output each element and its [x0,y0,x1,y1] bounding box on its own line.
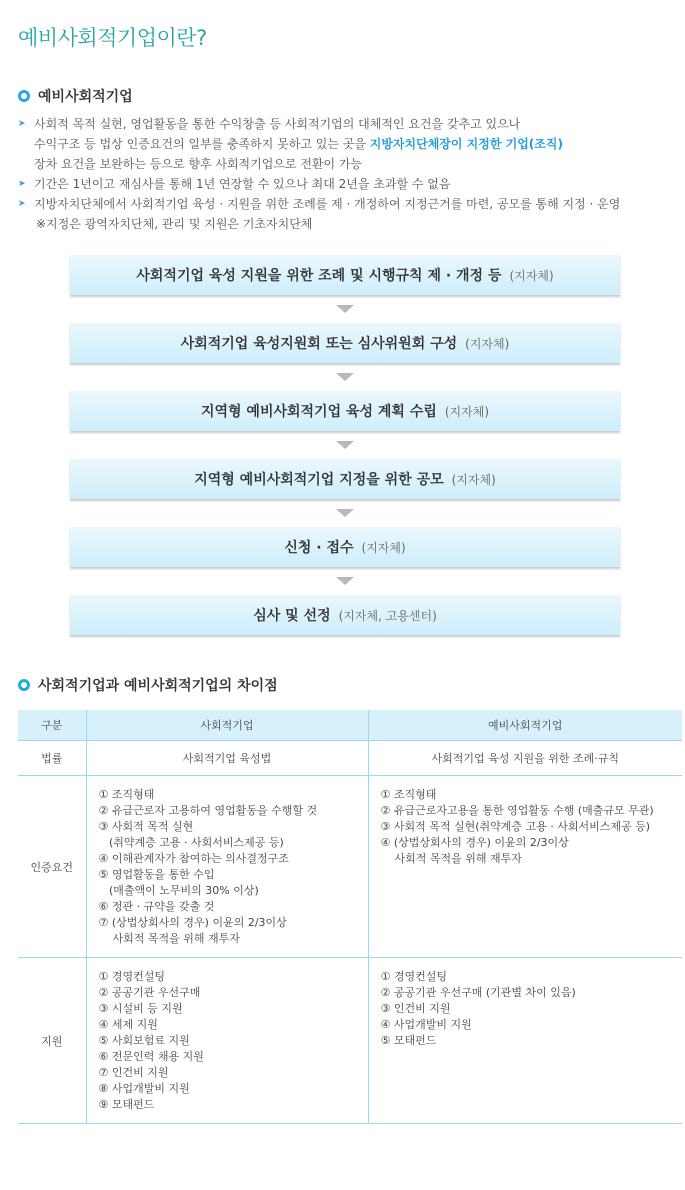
list-item: ① 경영컨설팅 [98,970,165,983]
down-triangle-icon [336,509,354,517]
step-arrow [70,295,620,323]
arrow-bullet-icon: ➤ [18,119,26,129]
list-item: ③ 사회적 목적 실현 [98,820,194,833]
column-header-category: 구분 [18,710,86,741]
list-item: ⑧ 사업개발비 지원 [98,1082,190,1095]
intro-highlight-text: 지방자치단체장이 지정한 기업(조직) [369,137,563,151]
arrow-bullet-icon: ➤ [18,179,26,189]
intro-line [18,114,678,134]
list-item: ② 유급근로자고용을 통한 영업활동 수행 (매출규모 무관) [380,804,654,817]
process-step-owner: (지자체, 고용센터) [338,608,437,623]
designation-process-flow [70,255,620,635]
list-item: ③ 시설비 등 지원 [98,1002,183,1015]
column-header-pre-social-enterprise: 예비사회적기업 [368,710,682,741]
process-step [70,459,620,499]
intro-description [18,114,678,234]
process-step-title: 심사 및 선정 [253,608,331,624]
process-step [70,595,620,635]
intro-line-text: 지방자치단체에서 사회적기업 육성 · 지원을 위한 조례를 제 · 개정하여 지정근거를 마련, 공모를 통해 지정 · 운영 [34,197,621,211]
ring-bullet-icon [18,90,30,102]
process-step-title: 지역형 예비사회적기업 지정을 위한 공모 [194,472,444,488]
list-item: 사회적 목적을 위해 재투자 [98,932,240,945]
cert-social-list [86,776,368,958]
down-triangle-icon [336,305,354,313]
law-social: 사회적기업 육성법 [86,741,368,776]
arrow-bullet-icon: ➤ [18,199,26,209]
intro-line [18,134,678,154]
process-step [70,323,620,363]
table-header-row [18,710,682,741]
list-item: ⑤ 모태펀드 [380,1034,437,1047]
intro-line [18,154,678,174]
intro-line-text: 사회적 목적 실현, 영업활동을 통한 수익창출 등 사회적기업의 대체적인 요건을 갖추고 있으나 [34,117,521,131]
list-item: ② 공공기관 우선구매 (기관별 차이 있음) [380,986,576,999]
step-arrow [70,499,620,527]
process-step-title: 지역형 예비사회적기업 육성 계획 수립 [200,404,437,420]
down-triangle-icon [336,577,354,585]
list-item: ⑤ 영업활동을 통한 수입 [98,868,215,881]
row-label: 지원 [18,958,86,1124]
section-heading-label: 사회적기업과 예비사회적기업의 차이점 [38,678,278,694]
list-item: ⑥ 정관 · 규약을 갖출 것 [98,900,215,913]
list-item: ③ 인건비 지원 [380,1002,451,1015]
section-heading-comparison [18,675,278,695]
list-item: 사회적 목적을 위해 재투자 [380,852,522,865]
list-item: ⑥ 전문인력 채용 지원 [98,1050,204,1063]
row-label: 인증요건 [18,776,86,958]
step-arrow [70,363,620,391]
list-item: (취약계층 고용 · 사회서비스제공 등) [98,836,284,849]
table-row-support [18,958,682,1124]
list-item: ① 경영컨설팅 [380,970,447,983]
table-row-certification [18,776,682,958]
support-social-list [86,958,368,1124]
row-label: 법률 [18,741,86,776]
column-header-social-enterprise: 사회적기업 [86,710,368,741]
intro-line [18,194,678,214]
list-item: ⑦ 인건비 지원 [98,1066,169,1079]
process-step-owner: (지자체) [465,336,510,351]
section-heading-pre-social-enterprise [18,86,133,106]
intro-line-text: 장차 요건을 보완하는 등으로 향후 사회적기업으로 전환이 가능 [34,157,363,171]
process-step [70,255,620,295]
list-item: ④ 사업개발비 지원 [380,1018,472,1031]
list-item: ② 유급근로자 고용하여 영업활동을 수행할 것 [98,804,318,817]
list-item: ④ 이해관계자가 참여하는 의사결정구조 [98,852,289,865]
intro-line-text: 수익구조 등 법상 인증요건의 일부를 충족하지 못하고 있는 곳을 [34,137,370,151]
list-item: (매출액이 노무비의 30% 이상) [98,884,259,897]
intro-line-text: 기간은 1년이고 재심사를 통해 1년 연장할 수 있으나 최대 2년을 초과할 수 없음 [34,177,451,191]
list-item: ① 조직형태 [380,788,437,801]
process-step-title: 사회적기업 육성지원회 또는 심사위원회 구성 [180,336,458,352]
law-pre: 사회적기업 육성 지원을 위한 조례·규칙 [368,741,682,776]
list-item: ⑤ 사회보험료 지원 [98,1034,190,1047]
cert-pre-list [368,776,682,958]
list-item: ⑨ 모태펀드 [98,1098,155,1111]
page-title: 예비사회적기업이란? [18,26,207,50]
list-item: ④ 세제 지원 [98,1018,158,1031]
table-row-law [18,741,682,776]
process-step [70,527,620,567]
ring-bullet-icon [18,679,30,691]
list-item: ① 조직형태 [98,788,155,801]
section-heading-label: 예비사회적기업 [38,89,133,105]
comparison-table [18,710,682,1124]
down-triangle-icon [336,441,354,449]
list-item: ⑦ (상법상회사의 경우) 이윤의 2/3이상 [98,916,287,929]
step-arrow [70,431,620,459]
process-step-owner: (지자체) [451,472,496,487]
process-step-title: 신청 · 접수 [284,540,354,556]
process-step-owner: (지자체) [444,404,490,419]
process-step-owner: (지자체) [361,540,406,555]
support-pre-list [368,958,682,1124]
process-step-owner: (지자체) [509,268,554,283]
list-item: ③ 사회적 목적 실현(취약계층 고용 · 사회서비스제공 등) [380,820,651,833]
list-item: ② 공공기관 우선구매 [98,986,201,999]
step-arrow [70,567,620,595]
process-step-title: 사회적기업 육성 지원을 위한 조례 및 시행규칙 제 · 개정 등 [136,268,502,284]
intro-line [18,174,678,194]
list-item: ④ (상법상회사의 경우) 이윤의 2/3이상 [380,836,569,849]
intro-note [18,214,678,234]
intro-note-text: ※지정은 광역자치단체, 관리 및 지원은 기초자치단체 [36,217,313,231]
process-step [70,391,620,431]
down-triangle-icon [336,373,354,381]
